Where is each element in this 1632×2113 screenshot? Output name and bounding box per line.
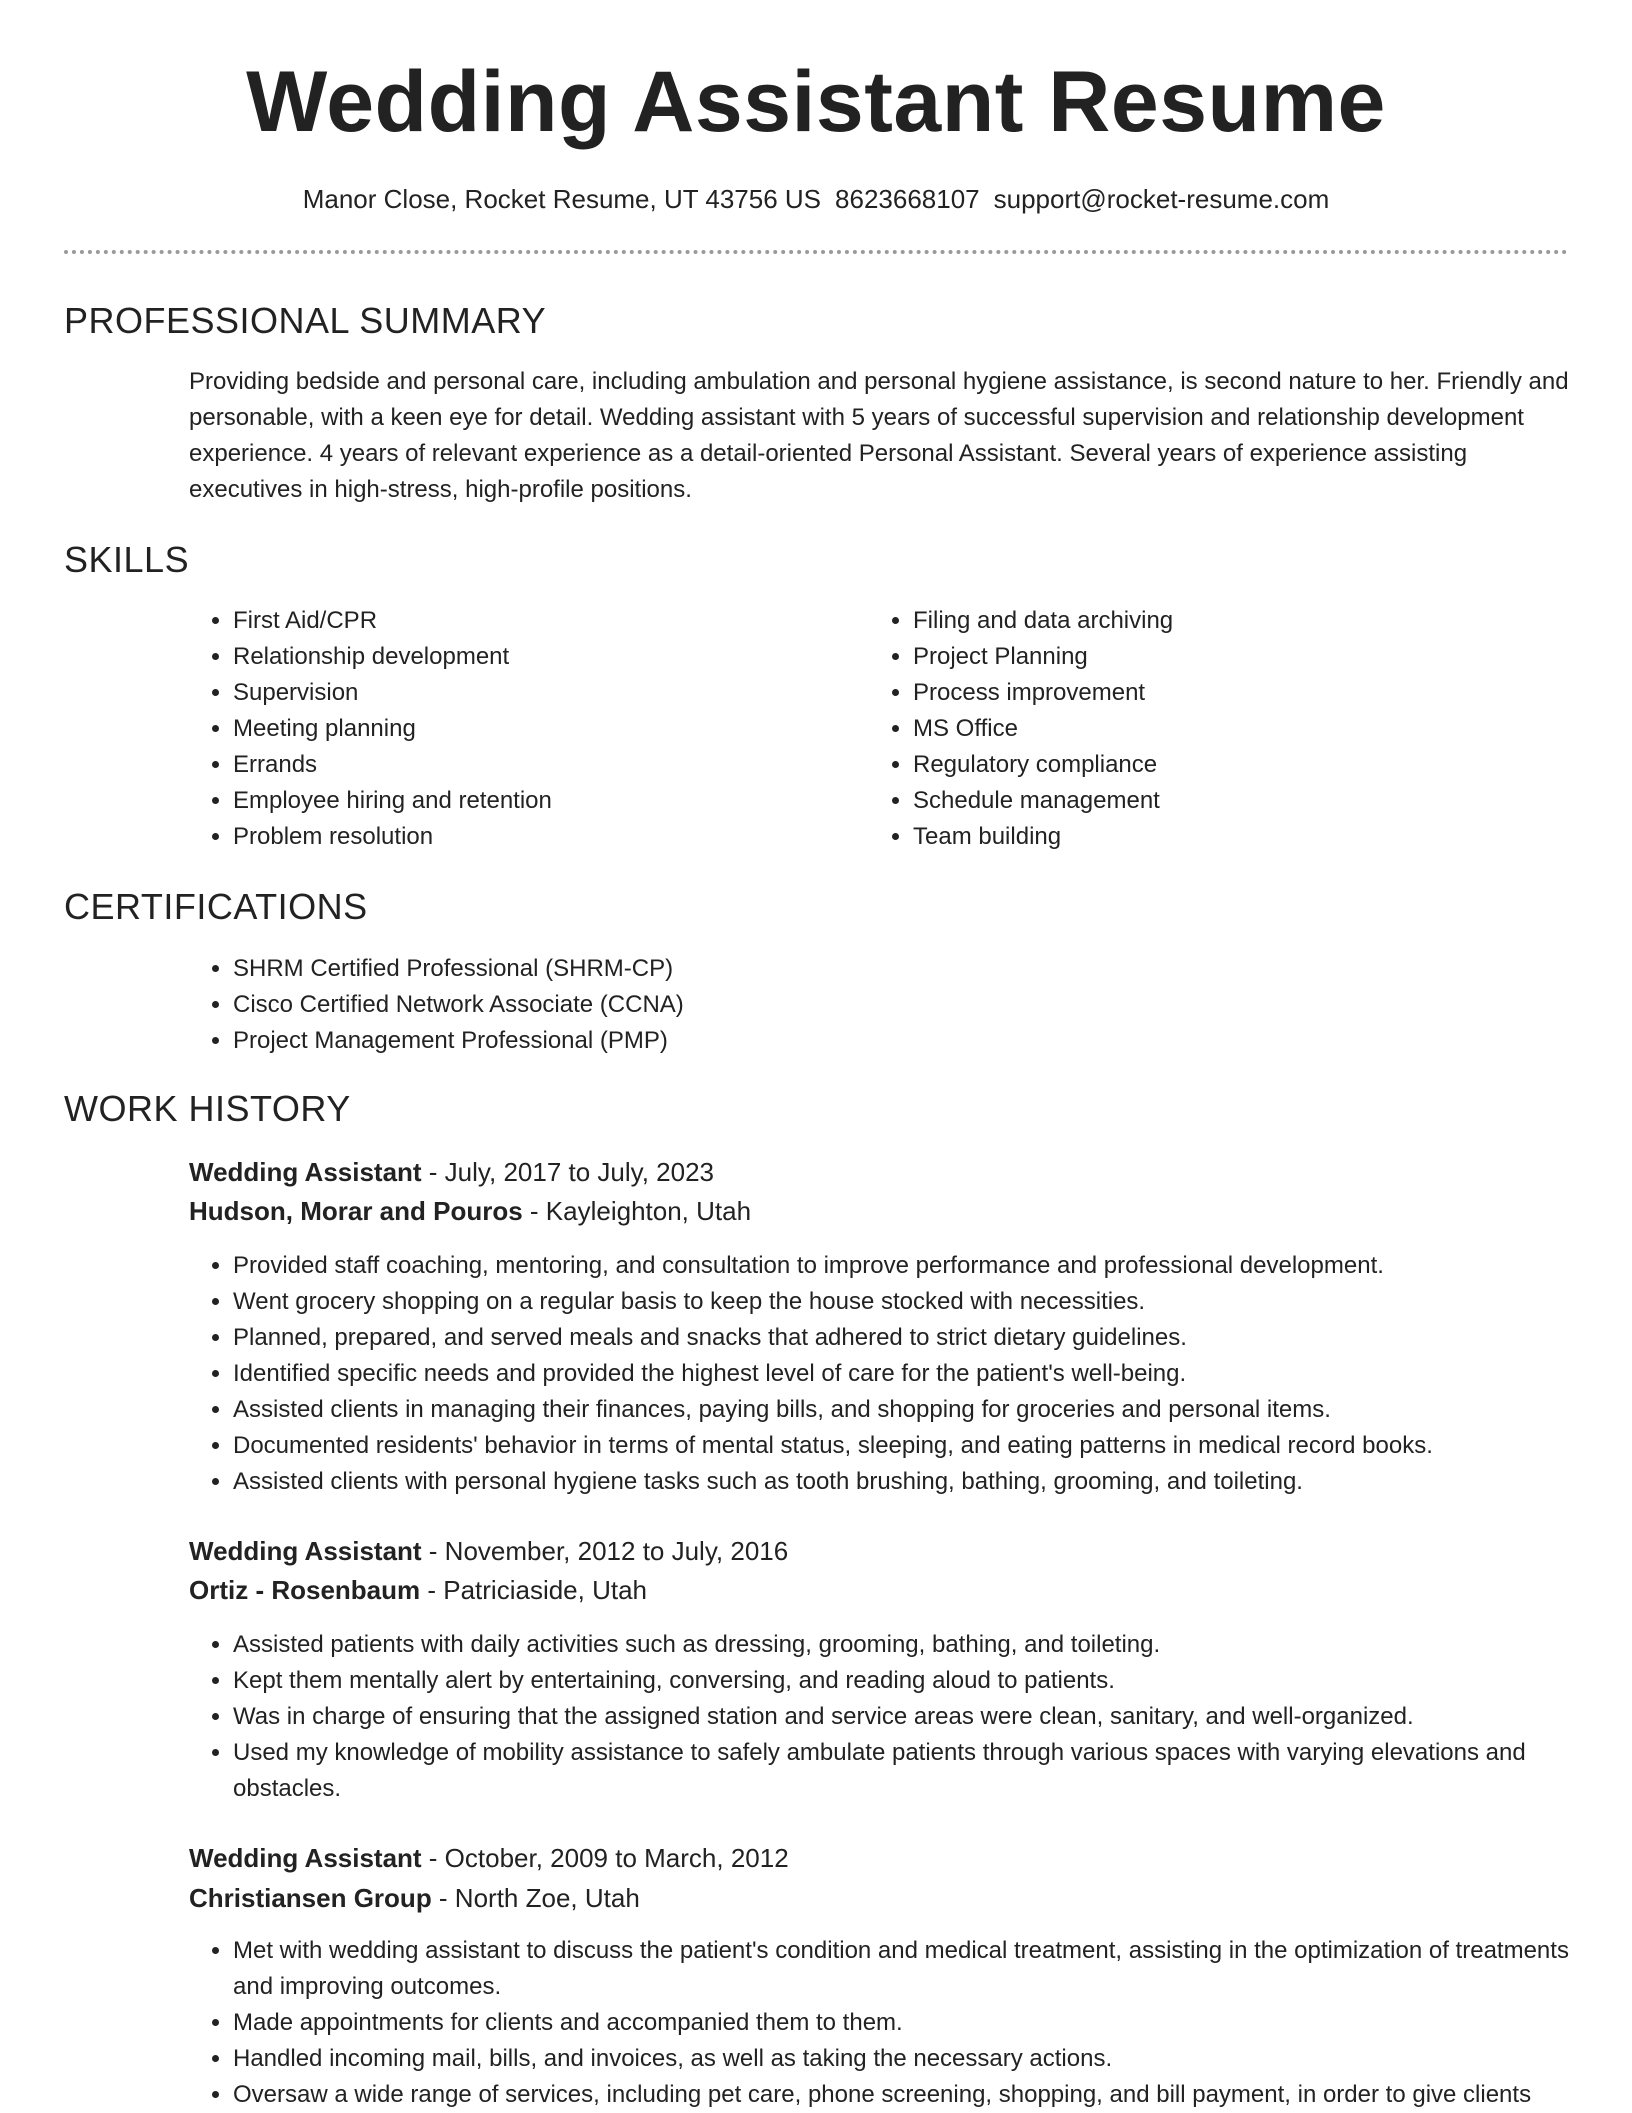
certifications-list: [189, 951, 1613, 1059]
list-item: • Employee hiring and retention: [233, 783, 853, 819]
job-location: - Patriciaside, Utah: [420, 1575, 648, 1605]
list-item: • Assisted clients in managing their finances, paying bills, and shopping for groceries and personal items.: [233, 1392, 1613, 1428]
list-item: • Project Planning: [913, 639, 1573, 675]
summary-heading: PROFESSIONAL SUMMARY: [64, 300, 547, 341]
job-role: Wedding Assistant: [189, 1536, 422, 1566]
job-role: Wedding Assistant: [189, 1157, 422, 1187]
list-item: • Used my knowledge of mobility assistance to safely ambulate patients through various spaces with varying elevations and obstacles.: [233, 1735, 1613, 1807]
job-title-line: [189, 1840, 789, 1876]
address: Manor Close, Rocket Resume, UT 43756 US: [302, 184, 822, 214]
list-item: • Problem resolution: [233, 819, 853, 855]
list-item: • Cisco Certified Network Associate (CCNA): [233, 987, 1613, 1023]
list-item: • First Aid/CPR: [233, 603, 853, 639]
job-title-line: [189, 1533, 788, 1569]
list-item: • Schedule management: [913, 783, 1573, 819]
job-company: Christiansen Group: [189, 1883, 432, 1913]
list-item: • Met with wedding assistant to discuss the patient's condition and medical treatment, assisting in the optimization of treatments and improving outcomes.: [233, 1933, 1613, 2005]
job-bullets: [189, 1248, 1613, 1500]
job-company-line: [189, 1193, 751, 1229]
list-item: • Project Management Professional (PMP): [233, 1023, 1613, 1059]
list-item: • Planned, prepared, and served meals and snacks that adhered to strict dietary guidelines.: [233, 1320, 1613, 1356]
job-bullets: [189, 1933, 1613, 2113]
list-item: • Made appointments for clients and accompanied them to them.: [233, 2005, 1613, 2041]
list-item: • Relationship development: [233, 639, 853, 675]
job-company-line: [189, 1880, 640, 1916]
job-dates: - October, 2009 to March, 2012: [421, 1843, 789, 1873]
list-item: • Team building: [913, 819, 1573, 855]
list-item: • Provided staff coaching, mentoring, and consultation to improve performance and professional development.: [233, 1248, 1613, 1284]
phone: 8623668107: [835, 184, 980, 214]
job-role: Wedding Assistant: [189, 1843, 422, 1873]
list-item: • Oversaw a wide range of services, including pet care, phone screening, shopping, and bill payment, in order to give clients: [233, 2077, 1613, 2113]
list-item: • Documented residents' behavior in terms of mental status, sleeping, and eating patterns in medical record books.: [233, 1428, 1613, 1464]
list-item: • Was in charge of ensuring that the assigned station and service areas were clean, sanitary, and well-organized.: [233, 1699, 1613, 1735]
certifications-heading: CERTIFICATIONS: [64, 886, 368, 927]
list-item: • MS Office: [913, 711, 1573, 747]
list-item: • Supervision: [233, 675, 853, 711]
list-item: • Errands: [233, 747, 853, 783]
list-item: • Assisted patients with daily activities such as dressing, grooming, bathing, and toileting.: [233, 1627, 1613, 1663]
resume-title: Wedding Assistant Resume: [246, 54, 1386, 150]
list-item: • Process improvement: [913, 675, 1573, 711]
job-location: - Kayleighton, Utah: [522, 1196, 752, 1226]
email: support@rocket-resume.com: [993, 184, 1330, 214]
list-item: • Handled incoming mail, bills, and invoices, as well as taking the necessary actions.: [233, 2041, 1613, 2077]
job-bullets: [189, 1627, 1613, 1807]
job-location: - North Zoe, Utah: [431, 1883, 640, 1913]
summary-text: Providing bedside and personal care, including ambulation and personal hygiene assistance, is second nature to her. Friendly and personable, with a keen eye for detail. Wedding assistant with 5 years of successful supervision and relationship development experience. 4 years of relevant experience as a detail-oriented Personal Assistant. Several years of experience assisting executives in high-stress, high-profile positions.: [189, 368, 1569, 503]
list-item: • Filing and data archiving: [913, 603, 1573, 639]
work-history-heading: WORK HISTORY: [64, 1088, 351, 1129]
job-company: Ortiz - Rosenbaum: [189, 1575, 421, 1605]
contact-line: [0, 182, 1632, 216]
list-item: • Went grocery shopping on a regular basis to keep the house stocked with necessities.: [233, 1284, 1613, 1320]
job-dates: - July, 2017 to July, 2023: [421, 1157, 715, 1187]
skills-heading: SKILLS: [64, 539, 190, 580]
list-item: • SHRM Certified Professional (SHRM-CP): [233, 951, 1613, 987]
header-divider: [64, 250, 1568, 254]
job-dates: - November, 2012 to July, 2016: [421, 1536, 789, 1566]
list-item: • Kept them mentally alert by entertaining, conversing, and reading aloud to patients.: [233, 1663, 1613, 1699]
skills-list-left: [189, 603, 853, 855]
job-company-line: [189, 1572, 647, 1608]
list-item: • Identified specific needs and provided the highest level of care for the patient's well-being.: [233, 1356, 1613, 1392]
list-item: • Regulatory compliance: [913, 747, 1573, 783]
skills-list-right: [869, 603, 1573, 855]
list-item: • Assisted clients with personal hygiene tasks such as tooth brushing, bathing, grooming, and toileting.: [233, 1464, 1613, 1500]
job-company: Hudson, Morar and Pouros: [189, 1196, 523, 1226]
job-title-line: [189, 1154, 714, 1190]
list-item: • Meeting planning: [233, 711, 853, 747]
